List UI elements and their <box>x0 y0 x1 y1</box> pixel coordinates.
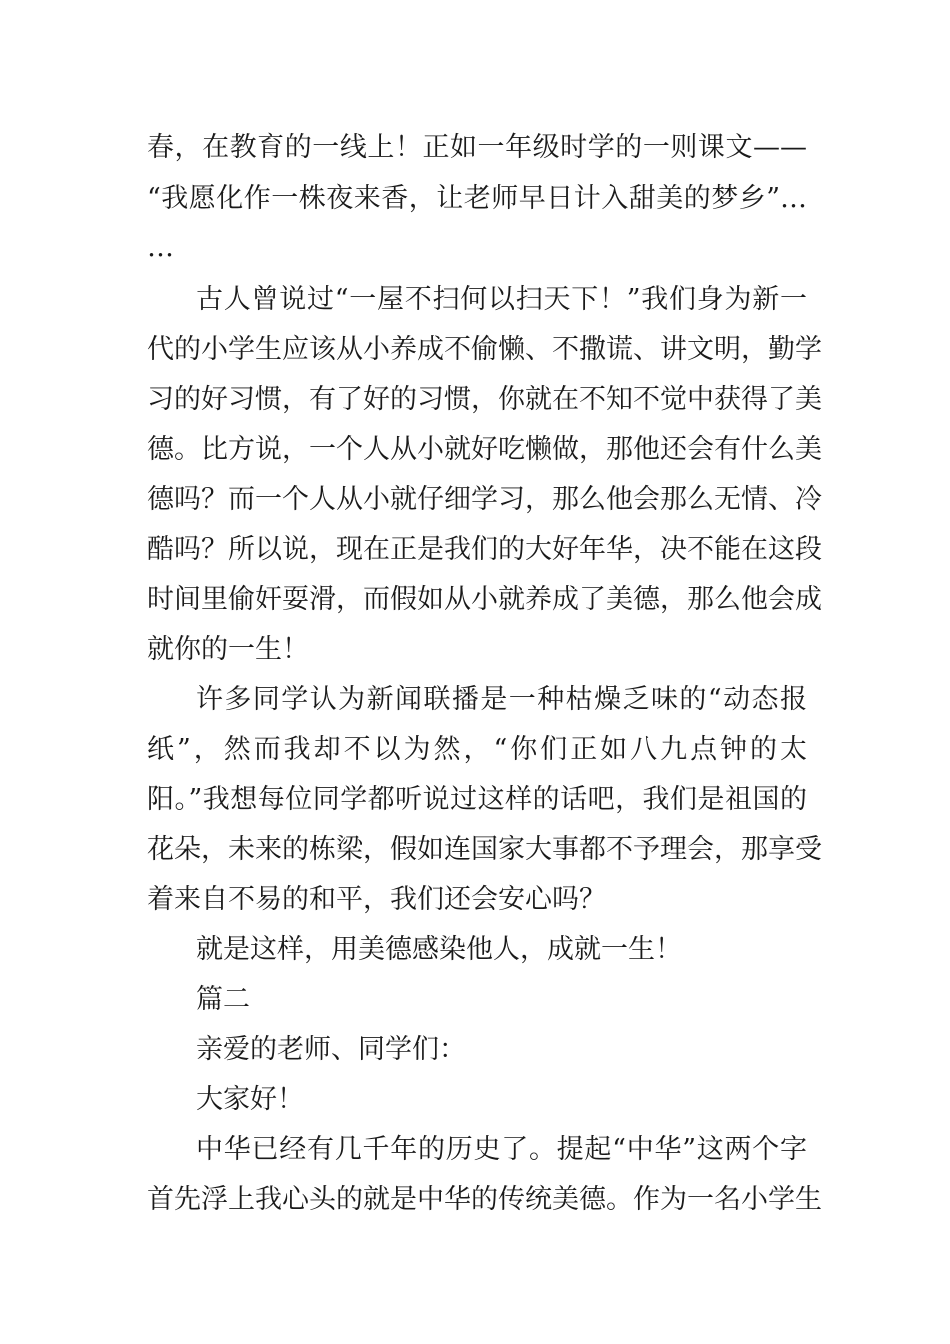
paragraph-first-line: 许多同学认为新闻联播是一种枯燥乏味的“动态报 <box>196 684 807 715</box>
text-line: 着来自不易的和平，我们还会安心吗？ <box>147 884 606 915</box>
text-line: 酷吗？所以说，现在正是我们的大好年华，决不能在这段 <box>147 534 822 565</box>
text-line: 德。比方说，一个人从小就好吃懒做，那他还会有什么美 <box>147 434 822 465</box>
text-line: 首先浮上我心头的就是中华的传统美德。作为一名小学生 <box>147 1184 822 1215</box>
text-line: 就你的一生！ <box>147 634 309 665</box>
text-line: 德吗？而一个人从小就仔细学习，那么他会那么无情、冷 <box>147 484 822 515</box>
paragraph-line: 就是这样，用美德感染他人，成就一生！ <box>196 934 682 965</box>
text-line: 纸”，然而我却不以为然，“你们正如八九点钟的太 <box>147 734 807 765</box>
text-line: 习的好习惯，有了好的习惯，你就在不知不觉中获得了美 <box>147 384 822 415</box>
text-line: “我愿化作一株夜来香，让老师早日计入甜美的梦乡”… <box>147 183 807 214</box>
text-line: 阳。”我想每位同学都听说过这样的话吧，我们是祖国的 <box>147 784 807 815</box>
text-line: 代的小学生应该从小养成不偷懒、不撒谎、讲文明，勤学 <box>147 334 822 365</box>
text-line: 花朵，未来的栋梁，假如连国家大事都不予理会，那享受 <box>147 834 822 865</box>
salutation: 亲爱的老师、同学们： <box>196 1034 466 1065</box>
paragraph-first-line: 古人曾说过“一屋不扫何以扫天下！”我们身为新一 <box>196 284 807 315</box>
text-line: 时间里偷奸耍滑，而假如从小就养成了美德，那么他会成 <box>147 584 822 615</box>
greeting: 大家好！ <box>196 1084 304 1115</box>
paragraph-first-line: 中华已经有几千年的历史了。提起“中华”这两个字 <box>196 1134 807 1165</box>
section-heading: 篇二 <box>196 984 250 1015</box>
text-line: … <box>147 232 174 263</box>
text-line: 春，在教育的一线上！正如一年级时学的一则课文—— <box>147 132 807 163</box>
